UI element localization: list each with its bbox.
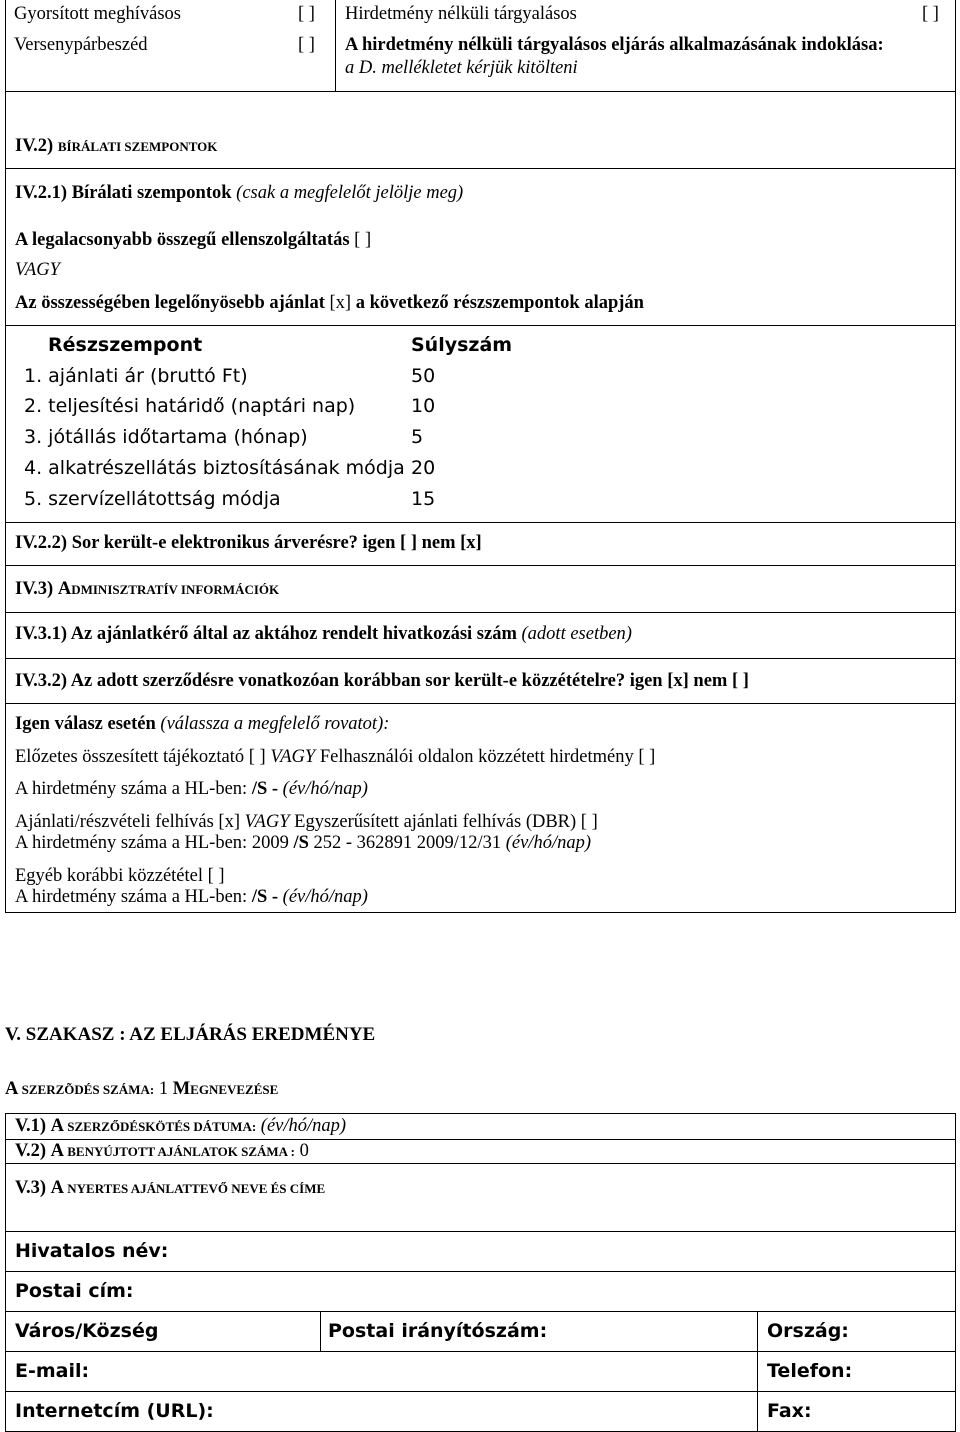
- divider: [5, 565, 956, 566]
- negotiated-without-notice-checkbox: [ ]: [922, 4, 939, 24]
- postal-code-label: Postai irányítószám:: [328, 1320, 548, 1342]
- ref-number: /S -: [251, 887, 279, 907]
- accelerated-restricted-checkbox: [ ]: [298, 4, 315, 24]
- ref-label: A hirdetmény száma a HL-ben:: [15, 887, 248, 907]
- country-label: Ország:: [767, 1320, 849, 1342]
- ref-format: (év/hó/nap): [505, 833, 591, 853]
- official-name-label: Hivatalos név:: [15, 1240, 169, 1262]
- accelerated-restricted-label: Gyorsított meghívásos: [14, 4, 182, 24]
- iv3-number: IV.3): [15, 579, 54, 599]
- iv2-title: BÍRÁLATI SZEMPONTOK: [57, 139, 218, 154]
- v2-label: A BENYÚJTOTT AJÁNLATOK SZÁMA :: [50, 1141, 295, 1161]
- divider: [5, 325, 956, 326]
- v1-format: (év/hó/nap): [260, 1116, 347, 1136]
- v3-line: [15, 1178, 325, 1198]
- criteria-header-weight: Súlyszám: [411, 334, 513, 356]
- justification-label: A hirdetmény nélküli tárgyalásos eljárás alkalmazásának indoklása:: [345, 35, 884, 55]
- criteria-row-criterion: 1. ajánlati ár (bruttó Ft): [24, 365, 248, 387]
- criteria-header-criterion: Részszempont: [48, 334, 203, 356]
- contract-number: 1: [158, 1079, 169, 1099]
- iv31-note: (adott esetben): [521, 624, 632, 644]
- prior-info-alt: Felhasználói oldalon közzétett hirdetmény [ ]: [319, 747, 656, 767]
- divider: [5, 1139, 956, 1140]
- email-label: E-mail:: [15, 1360, 90, 1382]
- ref-number: /S -: [251, 779, 279, 799]
- phone-label: Telefon:: [767, 1360, 853, 1382]
- divider: [5, 1231, 956, 1232]
- url-label: Internetcím (URL):: [15, 1400, 214, 1422]
- criteria-row-criterion: 5. szervízellátottság módja: [24, 488, 281, 510]
- divider: [5, 1351, 956, 1352]
- if-yes-line: [15, 714, 389, 734]
- contract-notice-label: Ajánlati/részvételi felhívás [x]: [15, 812, 240, 832]
- ref-format: (év/hó/nap): [282, 779, 368, 799]
- divider: [5, 703, 956, 704]
- v1-label: A SZERZŐDÉSKÖTÉS DÁTUMA:: [50, 1116, 257, 1136]
- most-advantageous-label: Az összességében legelőnyösebb ajánlat: [15, 293, 325, 313]
- contract-heading: [5, 1079, 278, 1099]
- criteria-row-weight: 10: [411, 395, 436, 417]
- iv3-title: ADMINISZTRATÍV INFORMÁCIÓK: [57, 579, 280, 599]
- iv21-heading: IV.2.1) Bírálati szempontok: [15, 183, 232, 203]
- contract-notice-line: [15, 812, 598, 832]
- contract-name-label: MEGNEVEZÉSE: [172, 1079, 279, 1099]
- v3-label: A NYERTES AJÁNLATTEVŐ NEVE ÉS CÍME: [50, 1178, 326, 1198]
- criteria-row-criterion: 2. teljesítési határidő (naptári nap): [24, 395, 356, 417]
- most-advantageous-line: [15, 293, 644, 313]
- ref-year: 2009: [251, 833, 289, 853]
- divider: [5, 522, 956, 523]
- most-advantageous-checkbox: [x]: [329, 293, 352, 313]
- ref-s: /S: [293, 833, 309, 853]
- other-ref-line: [15, 887, 368, 907]
- divider: [5, 1271, 956, 1272]
- section-v-title: V. SZAKASZ : AZ ELJÁRÁS EREDMÉNYE: [5, 1024, 376, 1045]
- lowest-price-checkbox: [ ]: [354, 230, 372, 250]
- prior-info-ref-line: [15, 779, 368, 799]
- v1-number: V.1): [15, 1116, 47, 1136]
- iv22-electronic-auction: IV.2.2) Sor került-e elektronikus árverésre? igen [ ] nem [x]: [15, 533, 482, 553]
- v1-line: [15, 1116, 346, 1136]
- criteria-row-weight: 20: [411, 457, 436, 479]
- criteria-row-weight: 50: [411, 365, 436, 387]
- negotiated-without-notice-label: Hirdetmény nélküli tárgyalásos: [345, 4, 577, 24]
- divider: [5, 1163, 956, 1164]
- divider: [5, 1311, 956, 1312]
- competitive-dialogue-label: Versenypárbeszéd: [14, 35, 148, 55]
- competitive-dialogue-checkbox: [ ]: [298, 35, 315, 55]
- criteria-row-weight: 15: [411, 488, 436, 510]
- criteria-row-weight: 5: [411, 426, 424, 448]
- v2-line: [15, 1141, 309, 1161]
- iv31-line: [15, 624, 632, 644]
- divider: [5, 658, 956, 659]
- criteria-row-criterion: 4. alkatrészellátás biztosításának módja: [24, 457, 405, 479]
- ref-format: (év/hó/nap): [282, 887, 368, 907]
- justification-note: a D. mellékletet kérjük kitölteni: [345, 58, 578, 78]
- criteria-row-criterion: 3. jótállás időtartama (hónap): [24, 426, 308, 448]
- iv21-note: (csak a megfelelőt jelölje meg): [236, 183, 464, 203]
- ref-label: A hirdetmény száma a HL-ben:: [15, 779, 248, 799]
- iv32-prior-publication: IV.3.2) Az adott szerződésre vonatkozóan korábban sor került-e közzétételre? igen [x] nem [ ]: [15, 671, 749, 691]
- v2-value: 0: [299, 1141, 309, 1161]
- postal-address-label: Postai cím:: [15, 1280, 134, 1302]
- ref-label: A hirdetmény száma a HL-ben:: [15, 833, 248, 853]
- if-yes-label: Igen válasz esetén: [15, 714, 156, 734]
- lowest-price-label: A legalacsonyabb összegű ellenszolgáltatás: [15, 230, 350, 250]
- winner-column-divider: [320, 1311, 321, 1351]
- most-advantageous-suffix: a következő részszempontok alapján: [355, 293, 644, 313]
- iv2-number: IV.2): [15, 136, 54, 156]
- divider: [5, 168, 956, 169]
- contract-label: A SZERZÕDÉS SZÁMA:: [5, 1079, 155, 1099]
- iv21-line: [15, 183, 463, 203]
- divider: [5, 1391, 956, 1392]
- contract-notice-or: VAGY: [244, 812, 290, 832]
- ref-number: 252 - 362891 2009/12/31: [313, 833, 502, 853]
- fax-label: Fax:: [767, 1400, 812, 1422]
- or-text: VAGY: [15, 260, 60, 280]
- iv2-heading: [15, 136, 217, 156]
- v2-number: V.2): [15, 1141, 47, 1161]
- town-label: Város/Község: [15, 1320, 159, 1342]
- contract-notice-alt: Egyszerűsített ajánlati felhívás (DBR) [ ]: [294, 812, 598, 832]
- lowest-price-line: [15, 230, 371, 250]
- divider: [5, 612, 956, 613]
- winner-column-divider: [757, 1311, 758, 1431]
- other-publication: Egyéb korábbi közzététel [ ]: [15, 866, 225, 886]
- iv31-heading: IV.3.1) Az ajánlatkérő által az aktához rendelt hivatkozási szám: [15, 624, 517, 644]
- prior-info-line: [15, 747, 655, 767]
- iv3-heading: [15, 579, 279, 599]
- if-yes-note: (válassza a megfelelő rovatot):: [160, 714, 390, 734]
- contract-notice-ref-line: [15, 833, 591, 853]
- procedure-column-divider: [335, 0, 336, 91]
- v3-number: V.3): [15, 1178, 47, 1198]
- prior-info-label: Előzetes összesített tájékoztató [ ]: [15, 747, 266, 767]
- prior-info-or: VAGY: [270, 747, 316, 767]
